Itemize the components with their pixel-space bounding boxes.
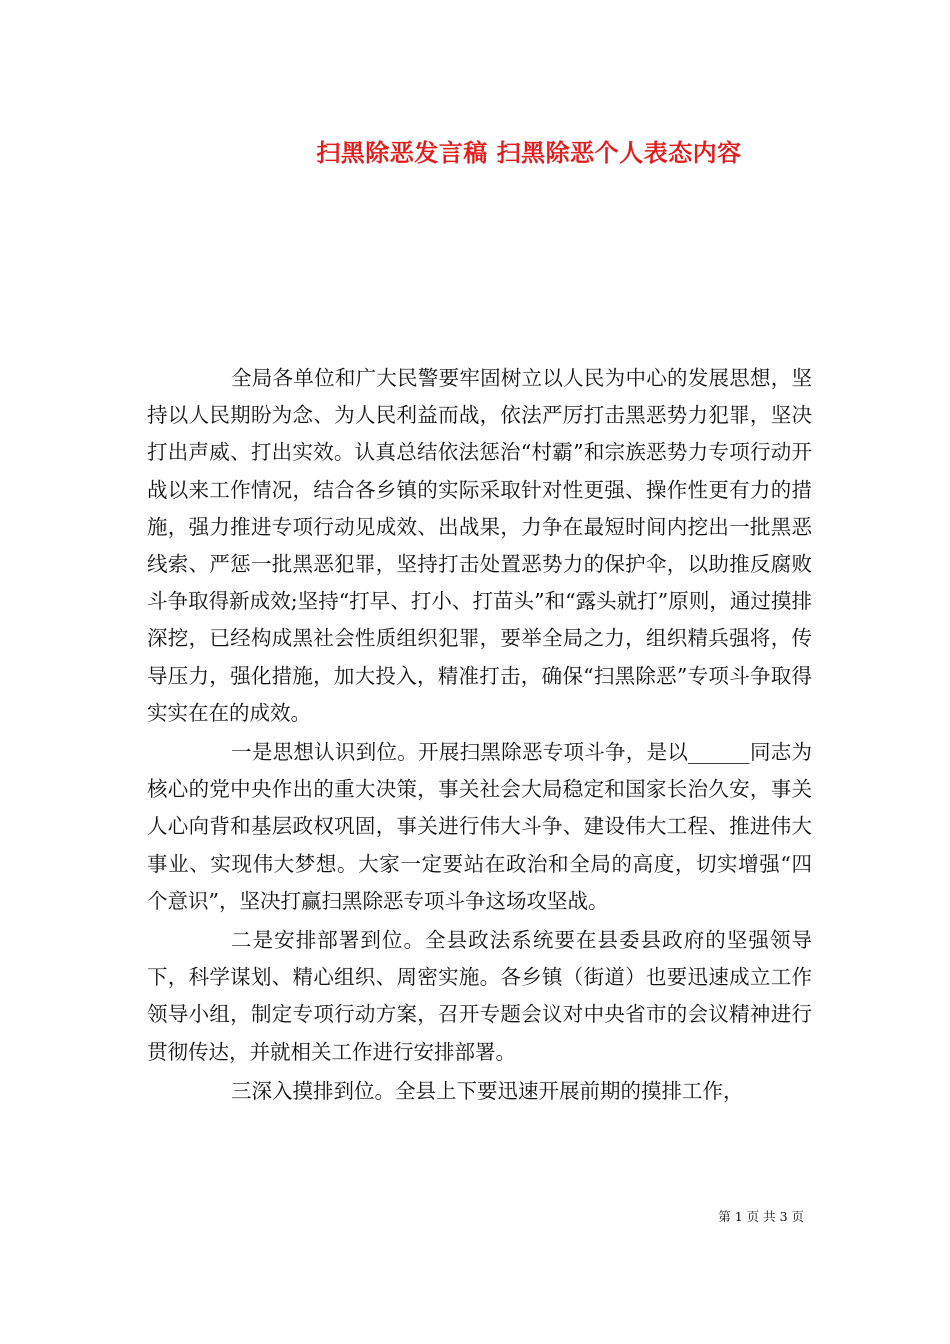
paragraph-3: 二是安排部署到位。全县政法系统要在县委县政府的坚强领导下，科学谋划、精心组织、周密实施。各乡镇（街道）也要迅速成立工作领导小组，制定专项行动方案，召开专题会议对中央省市的会议精神进行贯彻传达，并就相关工作进行安排部署。 bbox=[147, 928, 812, 1064]
document-title: 扫黑除恶发言稿 扫黑除恶个人表态内容 bbox=[316, 138, 742, 167]
paragraph-1: 全局各单位和广大民警要牢固树立以人民为中心的发展思想，坚持以人民期盼为念、为人民利益而战，依法严厉打击黑恶势力犯罪，坚决打出声威、打出实效。认真总结依法惩治“村霸”和宗族恶势力专项行动开战以来工作情况，结合各乡镇的实际采取针对性更强、操作性更有力的措施，强力推进专项行动见成效、出战果，力争在最短时间内挖出一批黑恶线索、严惩一批黑恶犯罪，坚持打击处置恶势力的保护伞，以助推反腐败斗争取得新成效;坚持“打早、打小、打苗头”和“露头就打”原则，通过摸排深挖，已经构成黑社会性质组织犯罪，要举全局之力，组织精兵强将，传导压力，强化措施，加大投入，精准打击，确保“扫黑除恶”专项斗争取得实实在在的成效。 bbox=[147, 366, 812, 725]
paragraph-2: 一是思想认识到位。开展扫黑除恶专项斗争，是以______同志为核心的党中央作出的重大决策，事关社会大局稳定和国家长治久安，事关人心向背和基层政权巩固，事关进行伟大斗争、建设伟大工程、推进伟大事业、实现伟大梦想。大家一定要站在政治和全局的高度，切实增强“四个意识”，坚决打赢扫黑除恶专项斗争这场攻坚战。 bbox=[147, 740, 812, 913]
paragraph-4: 三深入摸排到位。全县上下要迅速开展前期的摸排工作， bbox=[231, 1078, 744, 1103]
page-number-footer: 第 1 页 共 3 页 bbox=[718, 1209, 804, 1224]
document-body bbox=[147, 360, 812, 1112]
